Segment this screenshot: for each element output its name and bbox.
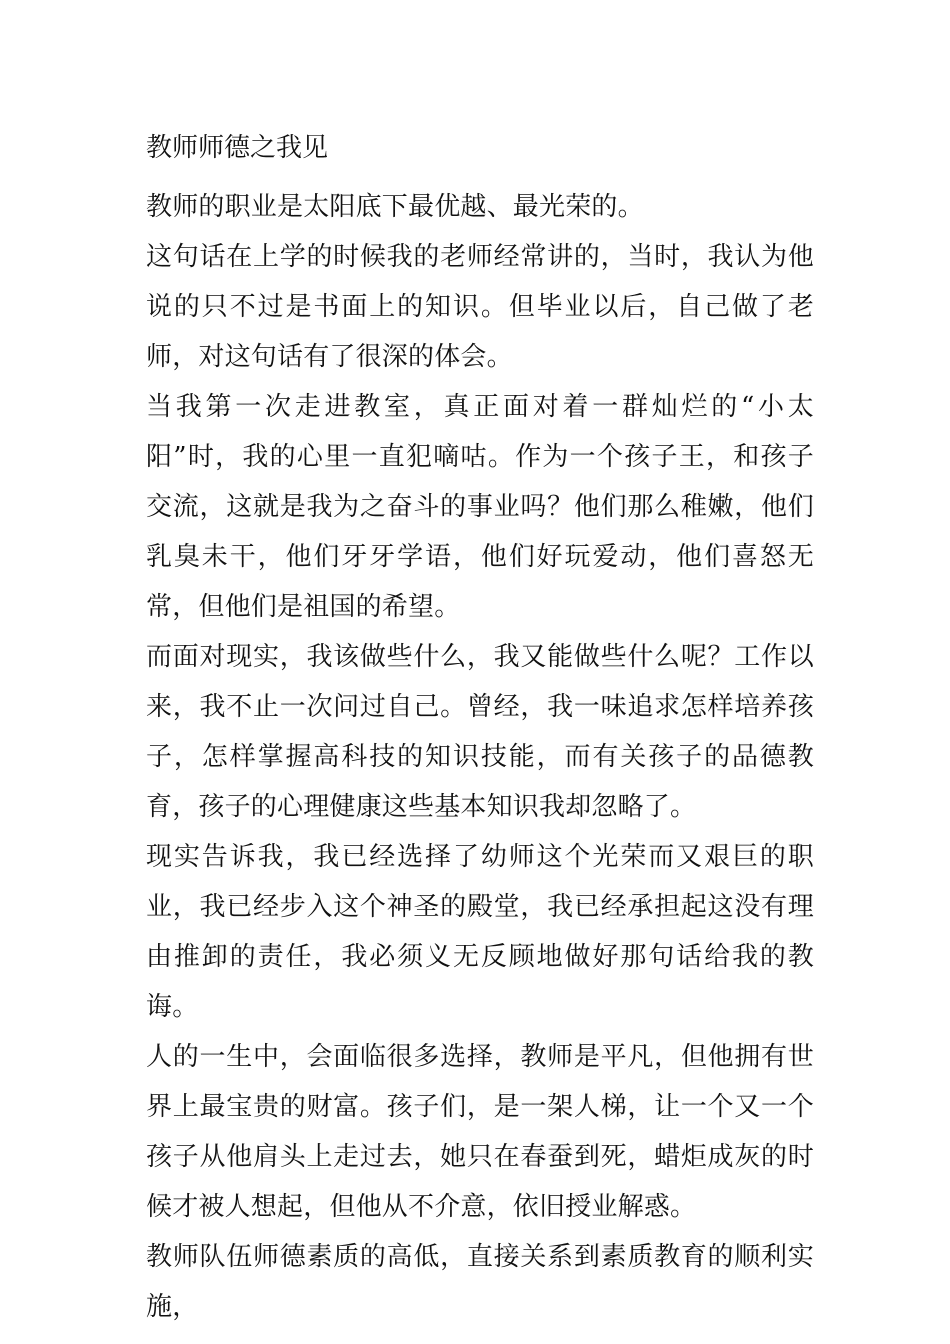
document-title: 教师师德之我见 — [146, 133, 329, 163]
paragraph-7: 教师队伍师德素质的高低，直接关系到素质教育的顺利实施， — [146, 1242, 814, 1322]
paragraph-6: 人的一生中，会面临很多选择，教师是平凡，但他拥有世界上最宝贵的财富。孩子们，是一架人梯，让一个又一个孩子从他肩头上走过去，她只在春蚕到死，蜡炬成灰的时候才被人想起，但他从不介意，依旧授业解惑。 — [146, 1042, 814, 1222]
paragraph-4: 而面对现实，我该做些什么，我又能做些什么呢？工作以来，我不止一次问过自己。曾经，我一味追求怎样培养孩子，怎样掌握高科技的知识技能，而有关孩子的品德教育，孩子的心理健康这些基本知识我却忽略了。 — [146, 642, 814, 822]
paragraph-5: 现实告诉我，我已经选择了幼师这个光荣而又艰巨的职业，我已经步入这个神圣的殿堂，我已经承担起这没有理由推卸的责任，我必须义无反顾地做好那句话给我的教诲。 — [146, 842, 814, 1022]
paragraph-2: 这句话在上学的时候我的老师经常讲的，当时，我认为他说的只不过是书面上的知识。但毕业以后，自己做了老师，对这句话有了很深的体会。 — [146, 242, 814, 372]
paragraph-3: 当我第一次走进教室，真正面对着一群灿烂的“小太阳”时，我的心里一直犯嘀咕。作为一个孩子王，和孩子交流，这就是我为之奋斗的事业吗？他们那么稚嫩，他们乳臭未干，他们牙牙学语，他们好玩爱动，他们喜怒无常，但他们是祖国的希望。 — [146, 392, 814, 622]
document-page — [146, 132, 814, 1332]
paragraph-1: 教师的职业是太阳底下最优越、最光荣的。 — [146, 192, 644, 222]
